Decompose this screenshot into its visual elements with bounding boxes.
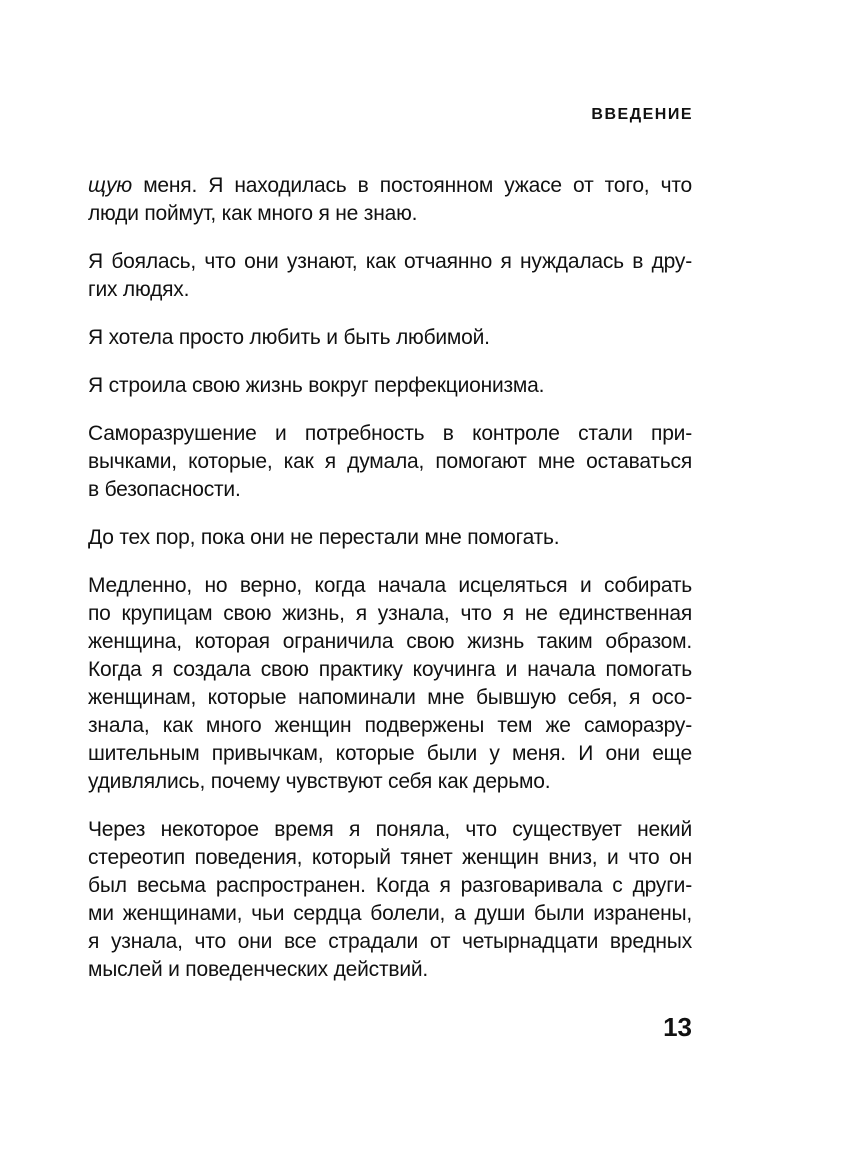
text-line [88, 372, 692, 400]
text-line [88, 420, 692, 448]
text-line [88, 712, 692, 740]
text-line [88, 956, 692, 984]
text-segment: шительным привычкам, которые были у меня. И они еще [88, 742, 692, 765]
text-segment: вычками, которые, как я думала, помогают мне оставаться [88, 450, 692, 473]
text-segment: в безопасности. [88, 478, 241, 501]
text-line [88, 172, 692, 200]
text-line [88, 628, 692, 656]
text-segment: гих людях. [88, 278, 190, 301]
text-segment: Через некоторое время я поняла, что существует некий [88, 818, 692, 841]
text-segment: женщина, которая ограничила свою жизнь таким образом. [88, 630, 692, 653]
text-line [88, 656, 692, 684]
text-line [88, 740, 692, 768]
paragraph [88, 372, 692, 400]
text-line [88, 600, 692, 628]
text-segment: стереотип поведения, который тянет женщин вниз, и что он [88, 846, 692, 869]
text-segment: Я хотела просто любить и быть любимой. [88, 326, 490, 349]
text-line [88, 872, 692, 900]
text-line [88, 684, 692, 712]
text-segment: До тех пор, пока они не перестали мне помогать. [88, 526, 560, 549]
text-segment: женщинам, которые напоминали мне бывшую себя, я осо- [88, 686, 692, 709]
text-line [88, 276, 692, 304]
text-segment: я узнала, что они все страдали от четырнадцати вредных [88, 930, 692, 953]
text-segment: знала, как много женщин подвержены тем же саморазру- [88, 714, 692, 737]
text-block [88, 172, 692, 1004]
text-line [88, 816, 692, 844]
text-segment: удивлялись, почему чувствуют себя как дерьмо. [88, 770, 551, 793]
paragraph [88, 420, 692, 504]
paragraph [88, 816, 692, 984]
text-line [88, 768, 692, 796]
text-segment: люди поймут, как много я не знаю. [88, 202, 418, 225]
text-line [88, 248, 692, 276]
italic-text-segment: щую [88, 174, 133, 197]
text-segment: по крупицам свою жизнь, я узнала, что я не единственная [88, 602, 692, 625]
text-segment: Саморазрушение и потребность в контроле стали при- [88, 422, 692, 445]
paragraph [88, 324, 692, 352]
text-line [88, 572, 692, 600]
text-line [88, 844, 692, 872]
paragraph [88, 572, 692, 796]
text-segment: Когда я создала свою практику коучинга и начала помогать [88, 658, 692, 681]
text-segment: Медленно, но верно, когда начала исцеляться и собирать [88, 574, 692, 597]
text-line [88, 524, 692, 552]
text-line [88, 200, 692, 228]
paragraph [88, 172, 692, 228]
text-segment: мыслей и поведенческих действий. [88, 958, 429, 981]
text-line [88, 476, 692, 504]
paragraph [88, 524, 692, 552]
text-line [88, 900, 692, 928]
text-segment: ми женщинами, чьи сердца болели, а души были изранены, [88, 902, 692, 925]
paragraph [88, 248, 692, 304]
page-number: 13 [663, 1012, 692, 1042]
text-line [88, 324, 692, 352]
text-segment: Я строила свою жизнь вокруг перфекционизма. [88, 374, 545, 397]
text-line [88, 448, 692, 476]
text-line [88, 928, 692, 956]
text-segment: меня. Я находилась в постоянном ужасе от того, что [132, 174, 692, 197]
text-segment: был весьма распространен. Когда я разговаривала с други- [88, 874, 692, 897]
text-segment: Я боялась, что они узнают, как отчаянно я нуждалась в дру- [88, 250, 692, 273]
running-head: ВВЕДЕНИЕ [591, 106, 693, 123]
